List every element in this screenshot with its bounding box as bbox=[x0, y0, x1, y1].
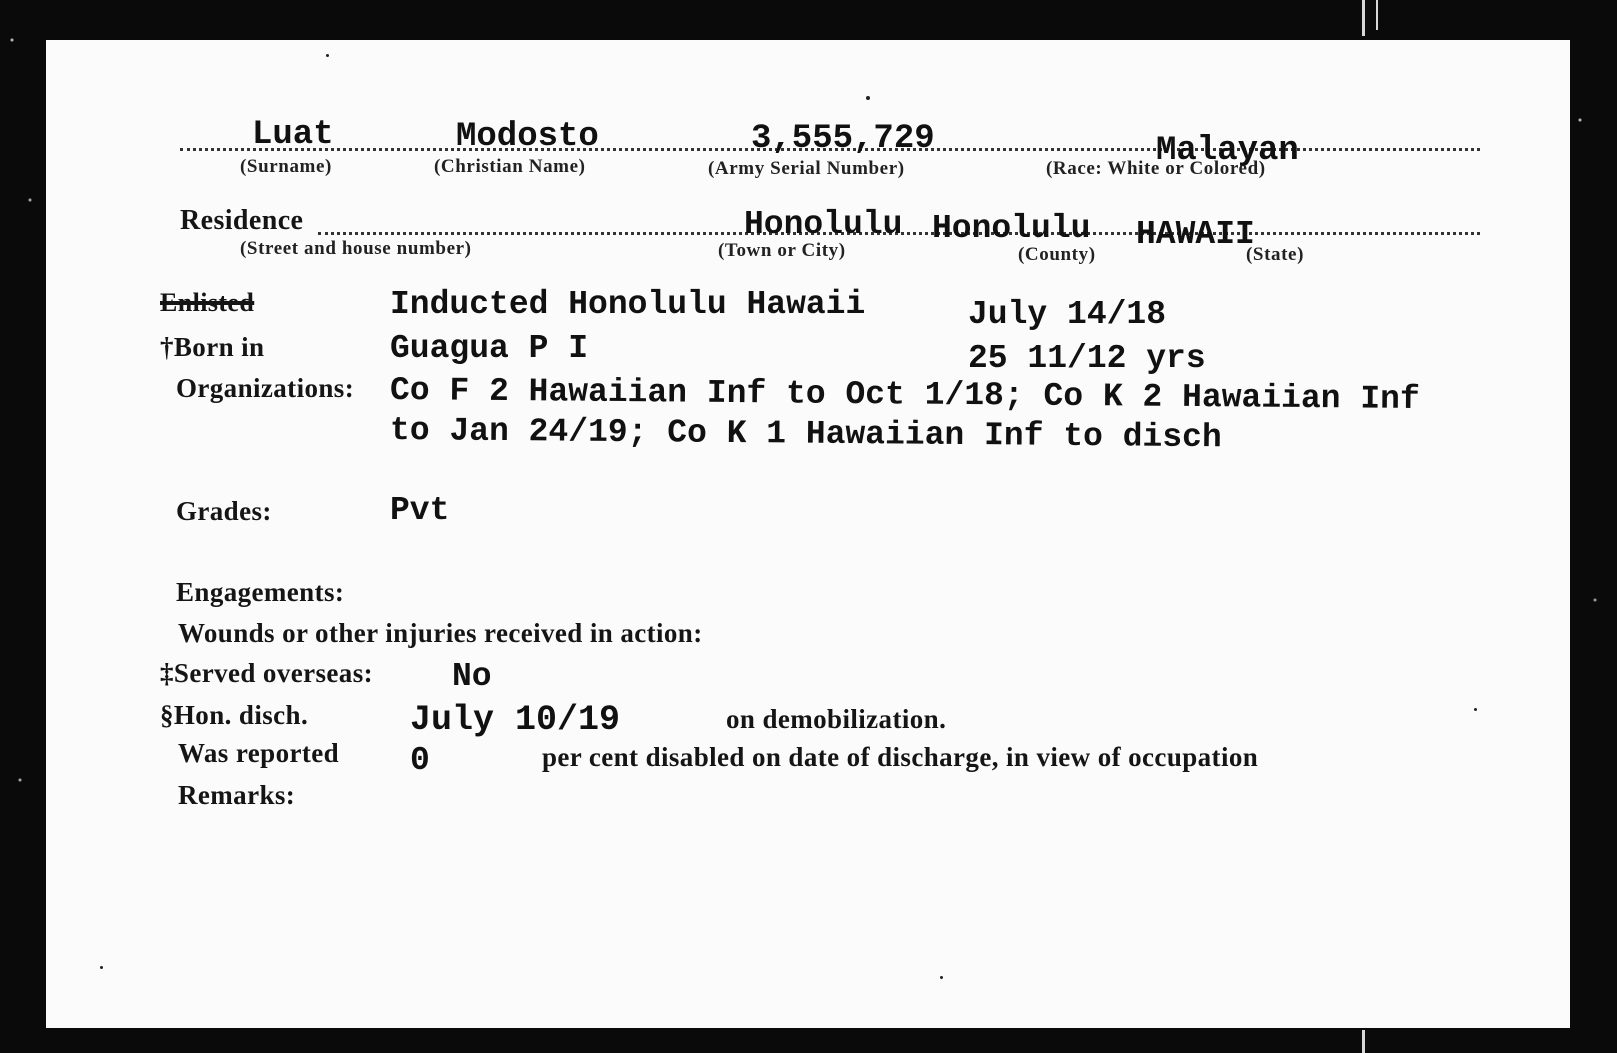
scan-speck bbox=[866, 96, 870, 100]
surname-value: Luat bbox=[252, 116, 334, 154]
caption-street: (Street and house number) bbox=[240, 238, 472, 259]
border-mark bbox=[1376, 0, 1378, 30]
engagements-label: Engagements: bbox=[176, 577, 345, 607]
caption-christian-name: (Christian Name) bbox=[434, 156, 586, 177]
caption-surname: (Surname) bbox=[240, 156, 332, 177]
grades-value: Pvt bbox=[390, 492, 450, 529]
border-mark bbox=[1362, 1030, 1365, 1053]
hon-disch-label: §Hon. disch. bbox=[160, 700, 309, 730]
scan-speck bbox=[100, 966, 103, 969]
caption-race: (Race: White or Colored) bbox=[1046, 158, 1266, 179]
residence-label: Residence bbox=[180, 205, 304, 236]
scan-speck bbox=[940, 976, 943, 979]
service-record-card bbox=[46, 40, 1570, 1028]
served-overseas-value: No bbox=[452, 658, 492, 695]
struck-enlisted-label: Enlisted bbox=[160, 288, 255, 317]
organizations-line-2: to Jan 24/19; Co K 1 Hawaiian Inf to disch bbox=[389, 412, 1222, 457]
disabled-percent: 0 bbox=[410, 742, 430, 779]
residence-town: Honolulu bbox=[744, 206, 903, 243]
disabled-text: per cent disabled on date of discharge, in view of occupation bbox=[542, 742, 1259, 772]
remarks-label: Remarks: bbox=[178, 780, 296, 810]
caption-county: (County) bbox=[1018, 244, 1096, 265]
caption-state: (State) bbox=[1246, 244, 1305, 265]
scan-speck bbox=[1474, 708, 1477, 711]
inducted-date: July 14/18 bbox=[968, 296, 1167, 333]
border-mark bbox=[1362, 0, 1365, 36]
wounds-label: Wounds or other injuries received in action: bbox=[178, 618, 703, 648]
inducted-value: Inducted Honolulu Hawaii bbox=[390, 286, 866, 323]
organizations-line-1: Co F 2 Hawaiian Inf to Oct 1/18; Co K 2 Hawaiian Inf bbox=[389, 372, 1420, 418]
hon-disch-date: July 10/19 bbox=[410, 700, 621, 740]
born-place: Guagua P I bbox=[390, 330, 589, 367]
scan-speck bbox=[326, 54, 329, 57]
race-value: Malayan bbox=[1156, 132, 1299, 170]
residence-county: Honolulu bbox=[932, 210, 1091, 247]
serial-number-value: 3,555,729 bbox=[751, 120, 935, 158]
born-label: †Born in bbox=[160, 332, 265, 362]
organizations-label: Organizations: bbox=[176, 373, 355, 403]
caption-town: (Town or City) bbox=[718, 240, 846, 261]
age-value: 25 11/12 yrs bbox=[968, 340, 1206, 377]
hon-disch-suffix: on demobilization. bbox=[726, 704, 947, 734]
christian-name-value: Modosto bbox=[456, 118, 599, 156]
was-reported-label: Was reported bbox=[178, 738, 340, 768]
served-overseas-label: ‡Served overseas: bbox=[160, 658, 373, 688]
caption-serial-number: (Army Serial Number) bbox=[708, 158, 905, 179]
grades-label: Grades: bbox=[176, 496, 272, 526]
residence-state: HAWAII bbox=[1136, 216, 1255, 253]
